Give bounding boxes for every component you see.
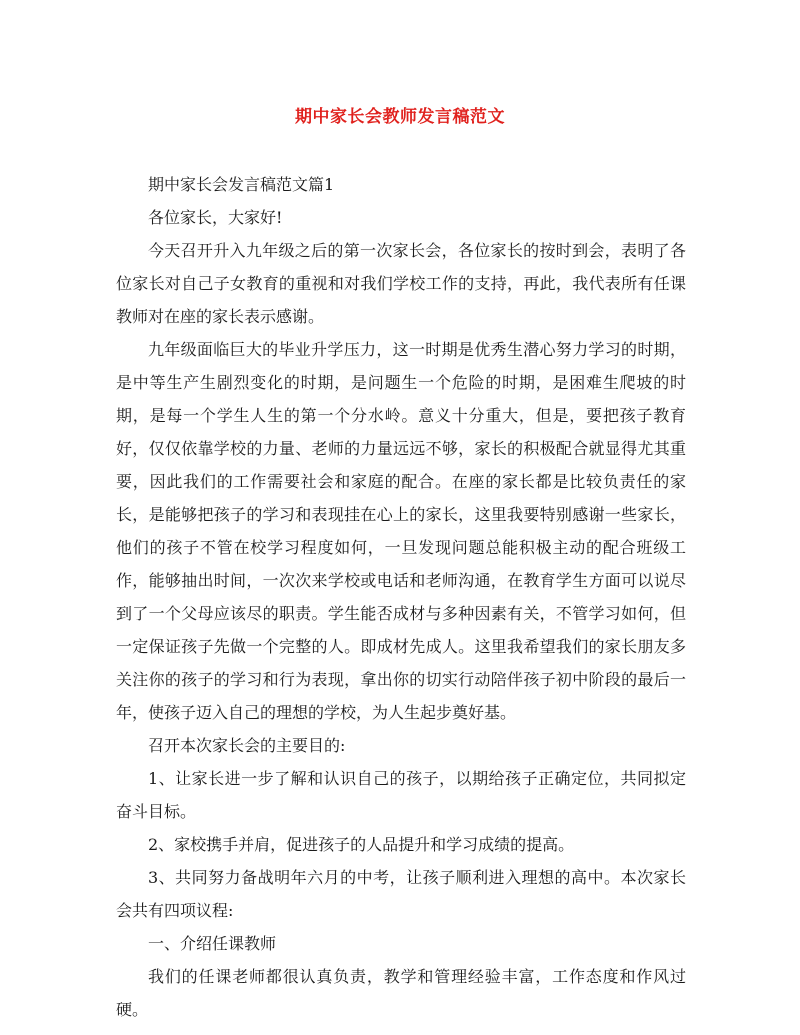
document-body — [116, 168, 686, 1026]
purpose-item-2: 2、家校携手并肩，促进孩子的人品提升和学习成绩的提高。 — [148, 835, 575, 854]
agenda-item-1-heading: 一、介绍任课教师 — [148, 934, 277, 953]
purpose-item-1: 1、让家长进一步了解和认识自己的孩子，以期给孩子正确定位，共同拟定奋斗目标。 — [116, 769, 686, 821]
paragraph-grade-nine: 九年级面临巨大的毕业升学压力，这一时期是优秀生潜心努力学习的时期，是中等生产生剧烈变化的时期，是问题生一个危险的时期，是困难生爬坡的时期，是每一个学生人生的第一个分水岭。意义十分重大，但是，要把孩子教育好，仅仅依靠学校的力量、老师的力量远远不够，家长的积极配合就显得尤其重要，因此我们的工作需要社会和家庭的配合。在座的家长都是比较负责任的家长，是能够把孩子的学习和表现挂在心上的家长，这里我要特别感谢一些家长，他们的孩子不管在校学习程度如何，一旦发现问题总能积极主动的配合班级工作，能够抽出时间，一次次来学校或电话和老师沟通，在教育学生方面可以说尽到了一个父母应该尽的职责。学生能否成材与多种因素有关，不管学习如何，但一定保证孩子先做一个完整的人。即成材先成人。这里我希望我们的家长朋友多关注你的孩子的学习和行为表现，拿出你的切实行动陪伴孩子初中阶段的最后一年，使孩子迈入自己的理想的学校，为人生起步奠好基。 — [116, 340, 686, 722]
document-title: 期中家长会教师发言稿范文 — [295, 107, 505, 127]
paragraph-teachers: 我们的任课老师都很认真负责，教学和管理经验丰富，工作态度和作风过硬。 — [116, 967, 686, 1019]
greeting: 各位家长，大家好! — [148, 208, 283, 227]
purpose-item-3: 3、共同努力备战明年六月的中考，让孩子顺利进入理想的高中。本次家长会共有四项议程: — [116, 868, 686, 920]
section-heading: 期中家长会发言稿范文篇1 — [148, 175, 335, 194]
purpose-heading: 召开本次家长会的主要目的: — [148, 736, 346, 755]
paragraph-intro: 今天召开升入九年级之后的第一次家长会，各位家长的按时到会，表明了各位家长对自己子女教育的重视和对我们学校工作的支持，再此，我代表所有任课教师对在座的家长表示感谢。 — [116, 241, 686, 326]
